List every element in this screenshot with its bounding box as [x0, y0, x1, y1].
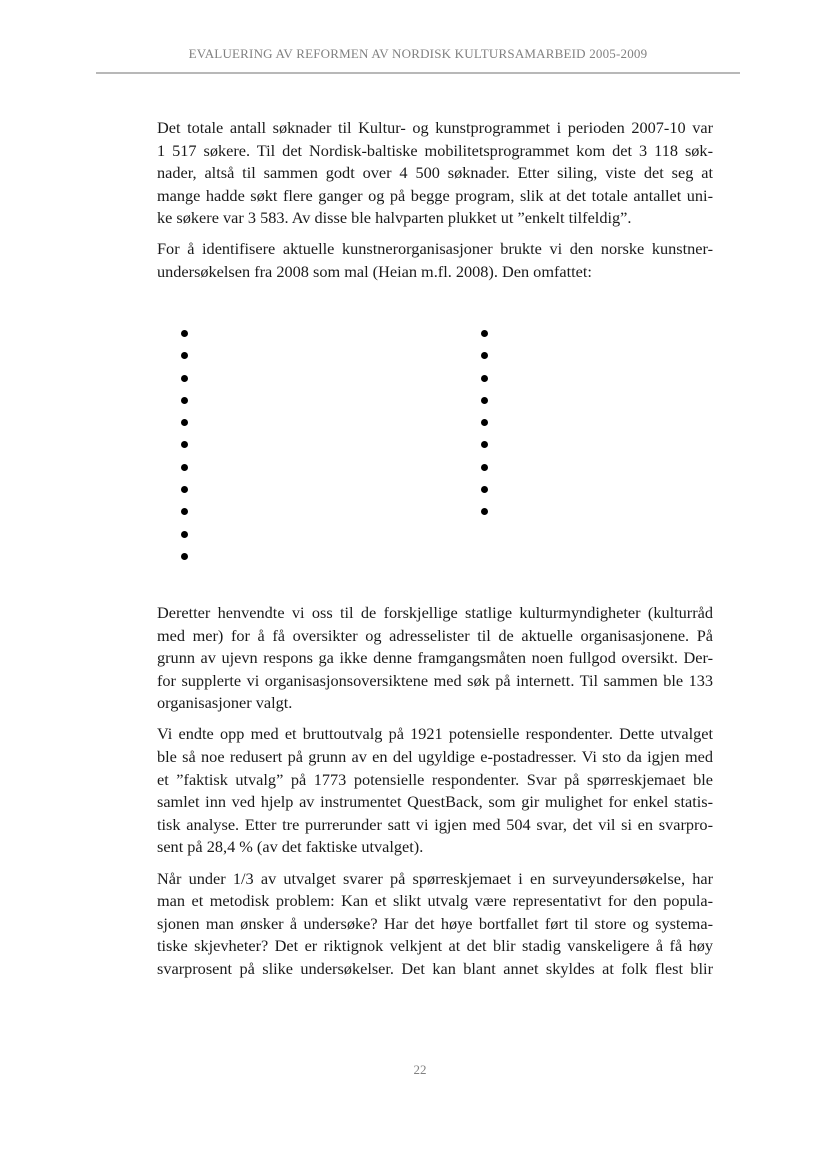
bullet-dot-icon [181, 419, 188, 426]
text-line: grunn av ujevn respons ga ikke denne framgangsmåten noen fullgod oversikt. Der- [157, 648, 713, 668]
bullet-dot-icon [481, 375, 488, 382]
bullet-dot-icon [481, 397, 488, 404]
bullet-dot-icon [481, 486, 488, 493]
paragraph-authorities [157, 602, 713, 715]
text-line: Vi endte opp med et bruttoutvalg på 1921 potensielle respondenter. Dette utvalget [157, 724, 713, 744]
text-line: mange hadde søkt flere ganger og på begge program, slik at det totale antallet uni- [157, 185, 713, 205]
text-line: Det totale antall søknader til Kultur- og kunstprogrammet i perioden 2007-10 var [157, 118, 713, 137]
bullet-dot-icon [181, 352, 188, 359]
text-line: sjonen man ønsker å undersøke? Har det høye bortfallet ført til store og systema- [157, 913, 713, 933]
header-rule [96, 72, 740, 74]
text-line: undersøkelsen fra 2008 som mal (Heian m.fl. 2008). Den omfattet: [157, 262, 592, 282]
paragraph-sample [157, 723, 713, 859]
text-line: nader, altså til sammen godt over 4 500 søknader. Etter siling, viste det seg at [157, 163, 713, 183]
text-line: ke søkere var 3 583. Av disse ble halvparten plukket ut ”enkelt tilfeldig”. [157, 208, 632, 228]
running-header: EVALUERING AV REFORMEN AV NORDISK KULTURSAMARBEID 2005-2009 [188, 46, 648, 61]
bullet-dot-icon [181, 553, 188, 560]
text-line: svarprosent på slike undersøkelser. Det kan blant annet skyldes at folk flest blir [157, 958, 713, 978]
bullet-dot-icon [481, 464, 488, 471]
text-line: samlet inn ved hjelp av instrumentet QuestBack, som gir mulighet for enkel statis- [157, 792, 713, 812]
bullet-dot-icon [181, 531, 188, 538]
text-line: sent på 28,4 % (av det faktiske utvalget). [157, 837, 424, 857]
body-text-bottom [157, 602, 713, 989]
bullet-dot-icon [481, 330, 488, 337]
bullet-dot-icon [481, 508, 488, 515]
text-line: ble så noe redusert på grunn av en del ugyldige e-postadresser. Vi sto da igjen med [157, 747, 713, 767]
body-text-top [157, 117, 713, 292]
bullet-dot-icon [181, 486, 188, 493]
text-line: tisk analyse. Etter tre purrerunder satt vi igjen med 504 svar, det vil si en svarpro- [157, 814, 713, 834]
bullet-dot-icon [181, 397, 188, 404]
text-line: organisasjoner valgt. [157, 693, 293, 713]
text-line: man et metodisk problem: Kan et slikt utvalg være representativt for den popula- [157, 891, 713, 911]
text-line: 1 517 søkere. Til det Nordisk-baltiske mobilitetsprogrammet kom det 3 118 søk- [157, 140, 713, 160]
bullet-dot-icon [181, 375, 188, 382]
bullet-dot-icon [181, 441, 188, 448]
text-line: et ”faktisk utvalg” på 1773 potensielle respondenter. Svar på spørreskjemaet ble [157, 769, 713, 789]
text-line: For å identifisere aktuelle kunstnerorganisasjoner brukte vi den norske kunstner- [157, 239, 713, 259]
paragraph-method-problem [157, 868, 713, 981]
bullet-dot-icon [181, 330, 188, 337]
paragraph-applications [157, 117, 713, 230]
bullet-dot-icon [481, 441, 488, 448]
paragraph-organisations-intro [157, 238, 713, 283]
text-line: Deretter henvendte vi oss til de forskjellige statlige kulturmyndigheter (kulturråd [157, 603, 713, 622]
bullet-dot-icon [181, 508, 188, 515]
text-line: tiske skjevheter? Det er riktignok velkjent at det blir stadig vanskeligere å få høy [157, 936, 713, 956]
bullet-dot-icon [481, 352, 488, 359]
text-line: Når under 1/3 av utvalget svarer på spørreskjemaet i en surveyundersøkelse, har [157, 868, 713, 888]
page-number: 22 [413, 1062, 427, 1077]
bullet-dot-icon [181, 464, 188, 471]
text-line: for supplerte vi organisasjonsoversiktene med søk på internett. Til sammen ble 133 [157, 670, 713, 690]
bullet-dot-icon [481, 419, 488, 426]
text-line: med mer) for å få oversikter og adresselister til de aktuelle organisasjonene. På [157, 625, 713, 645]
